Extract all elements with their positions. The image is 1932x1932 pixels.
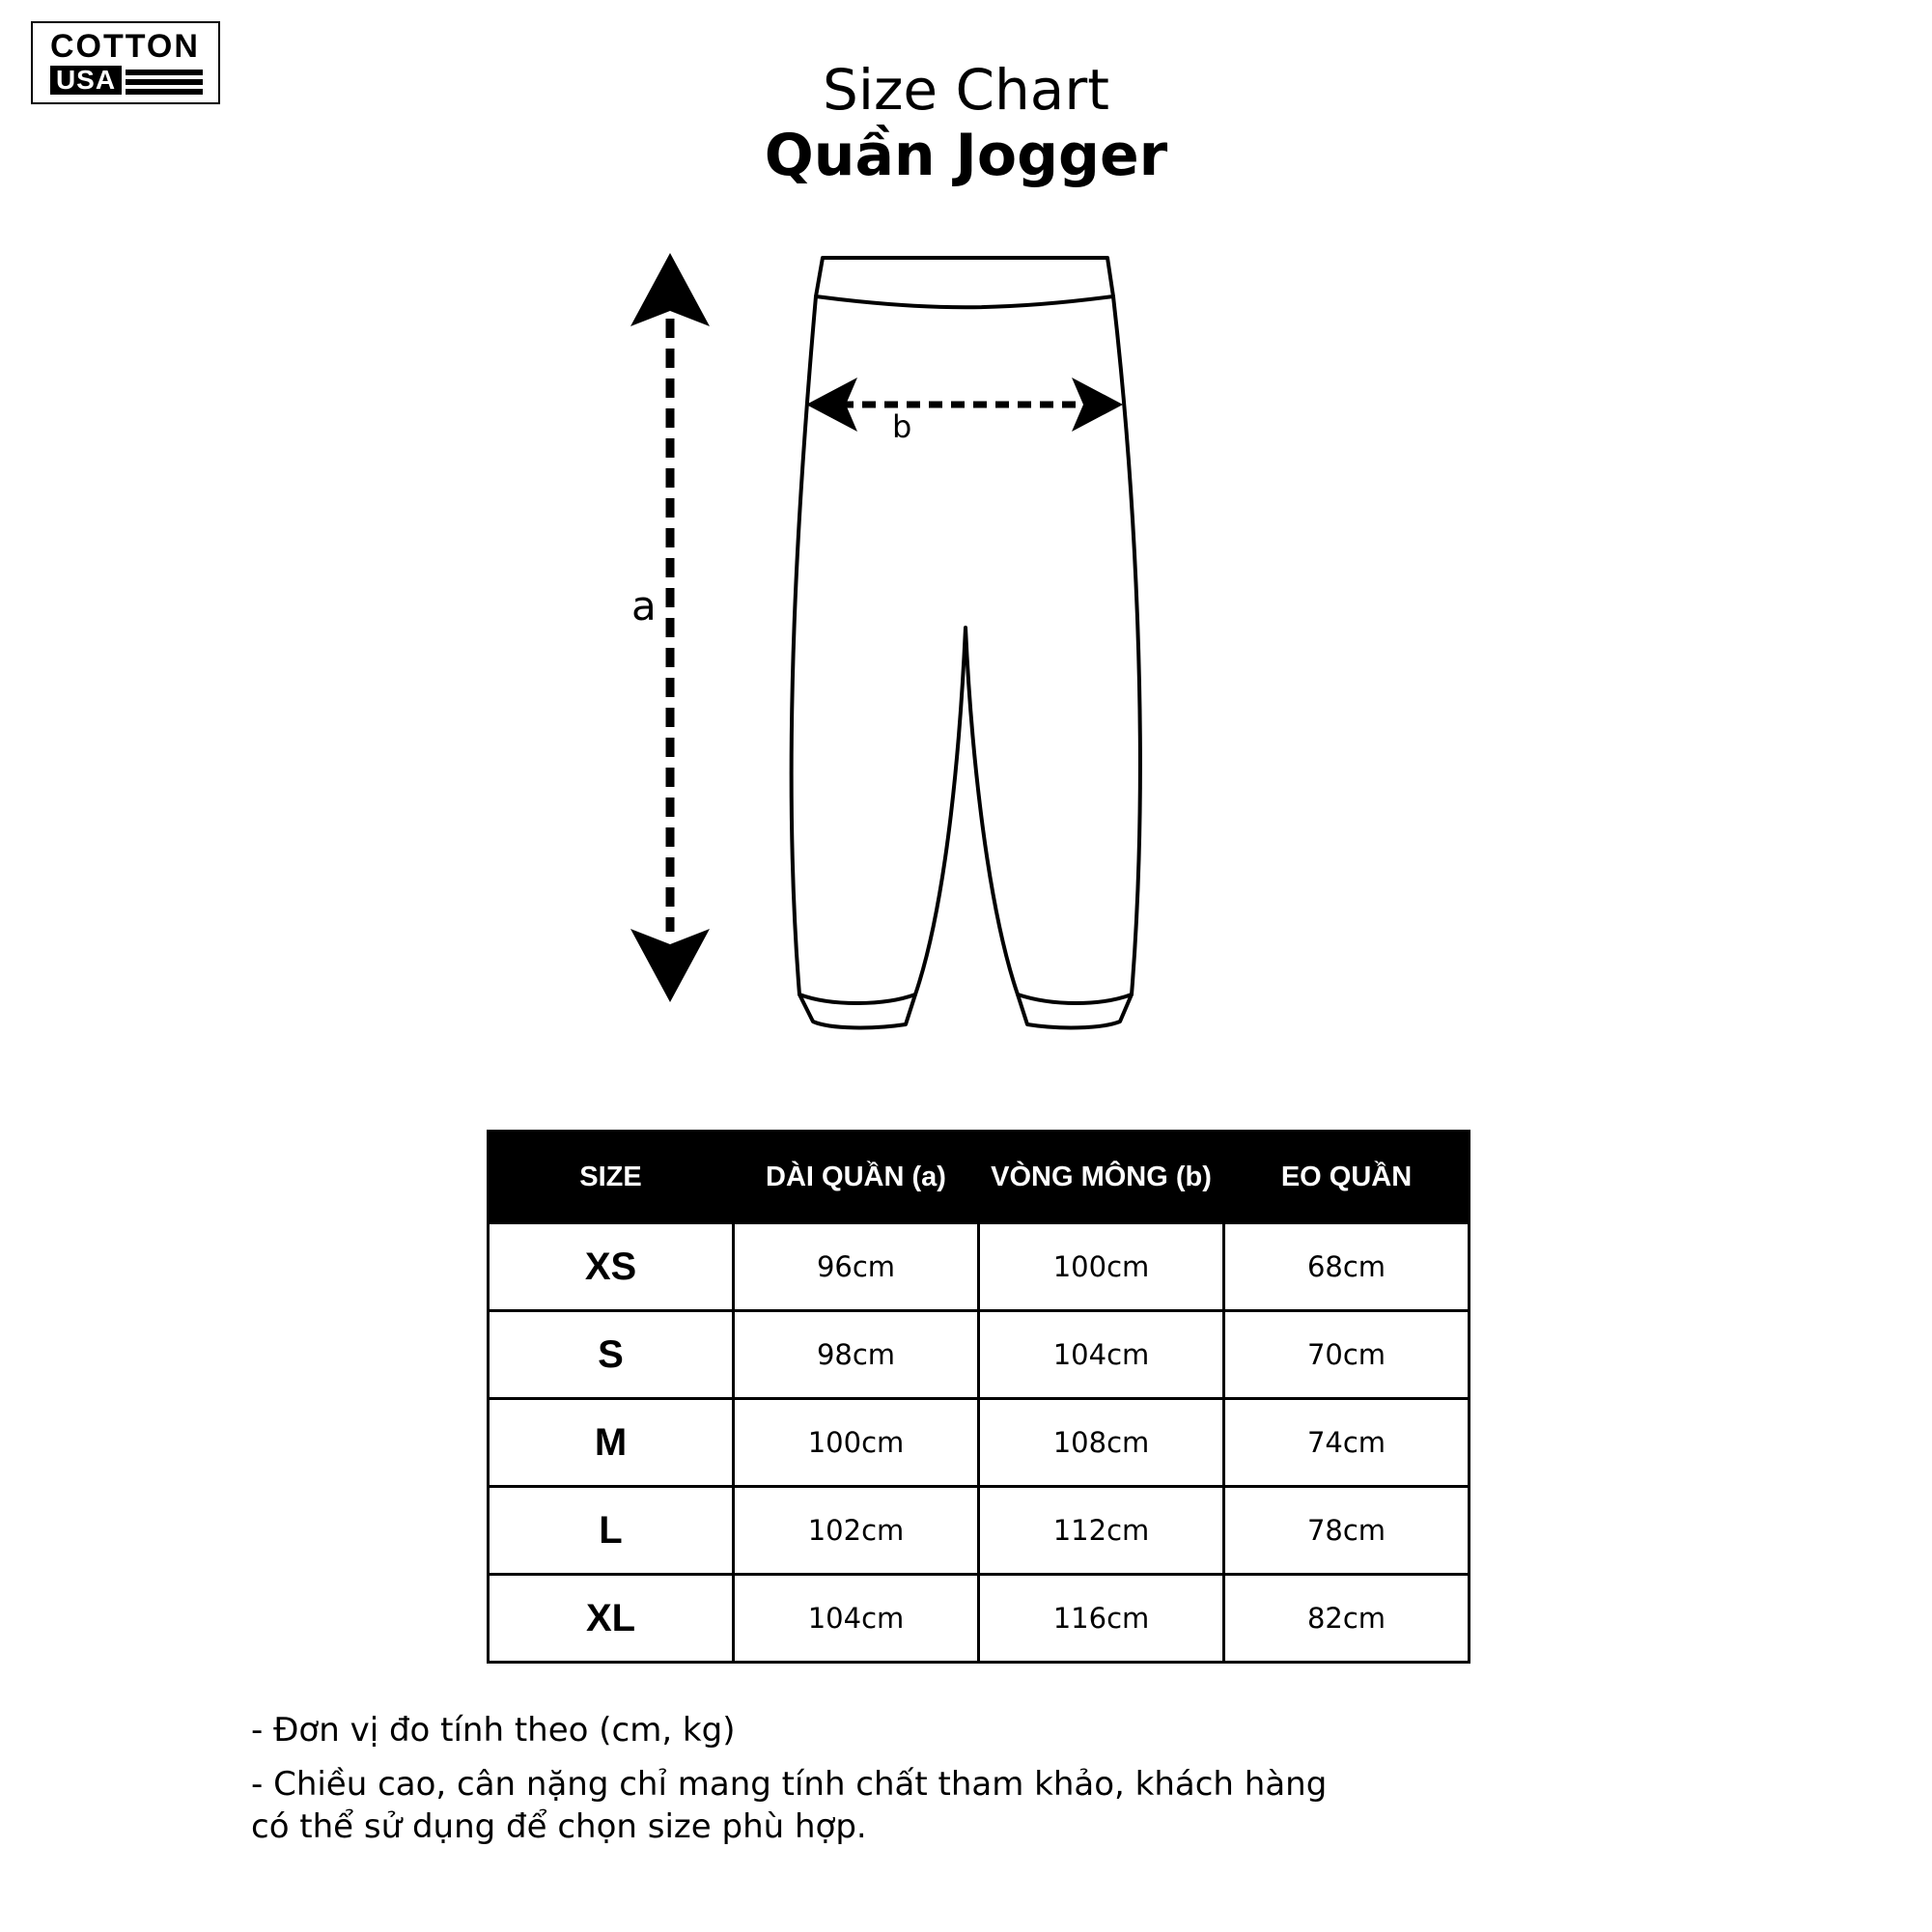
- dimension-b-label: b: [892, 408, 912, 445]
- arrow-down-icon: [630, 929, 710, 1002]
- dimension-b: [806, 378, 1123, 432]
- waist-cell: 68cm: [1224, 1223, 1470, 1311]
- page-subtitle: Quần Jogger: [764, 122, 1168, 189]
- pants-right-outline: [1113, 296, 1140, 994]
- hip-cell: 104cm: [979, 1311, 1224, 1399]
- table-header-row: [489, 1132, 1470, 1223]
- pants-waistband: [816, 258, 1113, 307]
- length-cell: 98cm: [734, 1311, 979, 1399]
- note-reference: - Chiều cao, cân nặng chỉ mang tính chất tham khảo, khách hàng có thể sử dụng để chọn size phù hợp.: [251, 1765, 1328, 1846]
- table-row: [489, 1311, 1470, 1399]
- hip-cell: 116cm: [979, 1575, 1224, 1663]
- arrow-right-icon: [1072, 378, 1123, 432]
- size-cell: S: [489, 1311, 734, 1399]
- column-header-waist: EO QUẦN: [1224, 1132, 1470, 1223]
- logo-text-usa: USA: [50, 66, 122, 95]
- size-table: [487, 1130, 1470, 1664]
- size-cell: L: [489, 1487, 734, 1575]
- waist-cell: 78cm: [1224, 1487, 1470, 1575]
- pants-left-cuff: [799, 994, 915, 1027]
- pants-left-outline: [792, 296, 816, 994]
- table-row: [489, 1399, 1470, 1487]
- size-cell: XL: [489, 1575, 734, 1663]
- column-header-size: SIZE: [489, 1132, 734, 1223]
- dimension-a-label: a: [631, 582, 657, 630]
- size-cell: M: [489, 1399, 734, 1487]
- waist-cell: 82cm: [1224, 1575, 1470, 1663]
- hip-cell: 100cm: [979, 1223, 1224, 1311]
- waist-cell: 74cm: [1224, 1399, 1470, 1487]
- size-cell: XS: [489, 1223, 734, 1311]
- pants-right-cuff: [1018, 994, 1132, 1027]
- hip-cell: 108cm: [979, 1399, 1224, 1487]
- arrow-up-icon: [630, 253, 710, 326]
- length-cell: 96cm: [734, 1223, 979, 1311]
- waist-cell: 70cm: [1224, 1311, 1470, 1399]
- length-cell: 104cm: [734, 1575, 979, 1663]
- note-units: - Đơn vị đo tính theo (cm, kg): [251, 1711, 736, 1750]
- hip-cell: 112cm: [979, 1487, 1224, 1575]
- page-title: Size Chart: [823, 57, 1109, 123]
- length-cell: 102cm: [734, 1487, 979, 1575]
- column-header-length: DÀI QUẦN (a): [734, 1132, 979, 1223]
- logo-text-cotton: COTTON: [50, 28, 200, 65]
- table-row: [489, 1487, 1470, 1575]
- notes-section: [251, 1709, 1410, 1860]
- length-cell: 100cm: [734, 1399, 979, 1487]
- pants-inseam: [915, 628, 1018, 994]
- column-header-hip: VÒNG MÔNG (b): [979, 1132, 1224, 1223]
- table-row: [489, 1223, 1470, 1311]
- table-row: [489, 1575, 1470, 1663]
